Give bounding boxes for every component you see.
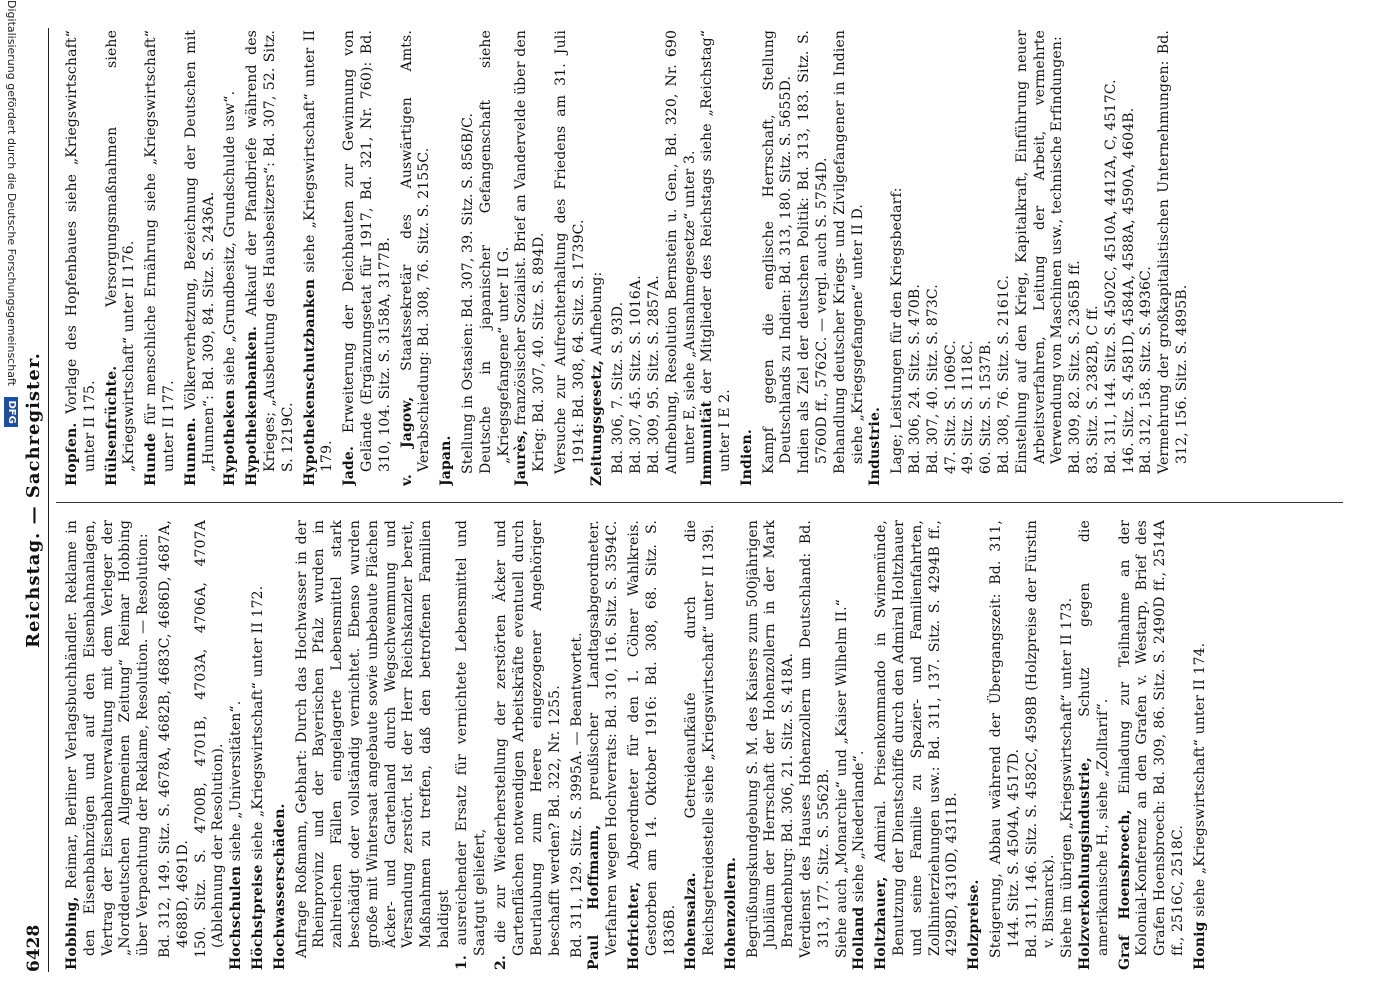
register-entry [723, 520, 741, 970]
page-header [20, 28, 49, 972]
entry-text: siehe „Kriegswirtschaft“ unter II 179. [301, 30, 336, 472]
register-entry [867, 30, 885, 486]
entry-keyword: Jade. [341, 445, 358, 486]
entry-text: Begrüßungskundgebung S. M. des Kaisers zum 500jährigen Jubiläum der Herrschaft der Hohenzollern in der Mark Brandenburg: Bd. 306, 21. Sitz. S. 418A. [744, 520, 797, 958]
entry-keyword: v. Jagow, [398, 396, 415, 486]
entry-text: Reimar, Berliner Verlagsbuchhändler. Reklame in den Eisenbahnzügen und auf den Eisenbahnanlagen, Vertrag der Eisenbahnverwaltung mit dem Verleger der „Norddeutschen Allgemeinen Zeitung“ Reimar Hobbing über Verpachtung der Reklame, Resolution. — Resolution: [64, 520, 152, 956]
entry-keyword: Honig [1191, 921, 1208, 970]
register-entry [244, 30, 297, 486]
register-entry [193, 520, 229, 970]
entry-text: Aufhebung, Resolution Bernstein u. Gen., Bd. 320, Nr. 690 unter E, siehe „Ausnahmegesetze“ unter 3. [663, 30, 698, 474]
entry-text: Einstellung auf den Krieg, Kapitalkraft, Einführung neuer Arbeitsverfahren, Leitung der Arbeit, vermehrte Verwendung von Maschinen usw., technische Erfindungen: [1013, 30, 1066, 474]
entry-keyword: Hofrichter, [625, 881, 642, 970]
entry-text: 150. Sitz. S. 4700B, 4701B, 4703A, 4706A, 4707A (Ablehnung der Resolution). [192, 520, 227, 958]
entry-keyword: 2. [493, 955, 510, 970]
entry-keyword: 1. [453, 955, 470, 970]
entry-keyword: Zeitungsgesetz, [588, 360, 605, 486]
register-entry [143, 30, 179, 486]
digitization-credit [0, 0, 22, 1000]
entry-keyword: Graf Hoensbroech, [1116, 809, 1133, 970]
register-entry [832, 30, 868, 486]
register-entry [1014, 30, 1067, 486]
entry-keyword: Japan. [438, 435, 455, 486]
entry-text: Getreideaufkäufe durch die Reichsgetreidestelle siehe „Kriegswirtschaft“ unter II 139i. [683, 520, 718, 956]
entry-text: Bd. 307, 40. Sitz. S. 873C. [924, 284, 941, 474]
register-entry [1138, 30, 1156, 486]
register-entry [294, 520, 454, 970]
entry-text: Bd. 309, 82. Sitz. S. 2365B ff. [1067, 260, 1084, 474]
entry-text: Bd. 311, 129. Sitz. S. 3995A. — Beantwortet. [568, 632, 585, 958]
entry-text: Anfrage Roßmann, Gebhart: Durch das Hochwasser in der Rheinprovinz und der Bayerischen Pfalz wurden in zahlreichen Fällen eingelagerte Lebensmittel stark beschädigt oder vollständig vernichtet. Ebenso wurden große mit Wintersaat angebaute sowie unbebaute Flächen Äcker- und Gartenland durch Wegschwemmung und Versandung zerstört. Ist der Herr Reichskanzler bereit, Maßnahmen zu treffen, daß den betroffenen Familien baldigst [293, 520, 452, 958]
entry-text: Vermehrung der großkapitalistischen Unternehmungen: Bd. 312, 156. Sitz. S. 4895B. [1156, 30, 1191, 474]
entry-text: der Mitglieder des Reichstags siehe „Reichstag“ unter I E 2. [699, 30, 734, 472]
register-entry [978, 30, 996, 486]
entry-text: Bd. 306, 7. Sitz. S. 93D. [610, 301, 627, 474]
register-entry [1117, 520, 1188, 970]
register-entry [222, 30, 240, 486]
register-entry [250, 520, 268, 970]
entry-keyword: Holland [851, 906, 868, 970]
entry-keyword: Hypothekenbanken. [244, 325, 261, 486]
entry-keyword: Hopfen. [64, 422, 80, 486]
entry-text: siehe „Kriegswirtschaft“ unter II 172. [249, 585, 266, 860]
entry-text: preußischer Landtagsabgeordneter. Verfahren wegen Hochverrats: Bd. 310, 116. Sitz. S. 3594C. [586, 520, 621, 956]
entry-text: 60. Sitz. S. 1537B. [978, 340, 995, 474]
entry-text: 83. Sitz. S. 2382B, C ff. [1085, 305, 1102, 474]
register-entry [664, 30, 700, 486]
register-entry [988, 520, 1024, 970]
entry-text: Völkerverhetzung, Bezeichnung der Deutschen mit „Hunnen“: Bd. 309, 84. Sitz. S. 2436A. [182, 30, 217, 472]
register-entry [610, 30, 628, 486]
page-number: 6428 [24, 924, 44, 972]
entry-text: 49. Sitz. S. 1118C. [960, 340, 977, 474]
dfg-logo: DFG [4, 397, 18, 426]
entry-text: Behandlung deutscher Kriegs- und Zivilgefangener in Indien siehe „Kriegsgefangene“ unter II D. [831, 30, 866, 474]
entry-text: ausreichender Ersatz für vernichtete Lebensmittel und Saatgut geliefert, [453, 520, 488, 956]
register-entry [960, 30, 978, 486]
entry-text: Verdienst des Hauses Hohenzollern um Deutschland: Bd. 313, 177. Sitz. S. 5562B. [798, 520, 832, 958]
entry-keyword: Hypotheken [222, 389, 239, 486]
entry-text: Indien als Ziel der deutschen Politik: Bd. 313, 183. Sitz. S. 5760D ff., 5762C. — vergl. auch S. 5754D. [796, 30, 831, 474]
entry-text: 146. Sitz. S. 4581D, 4584A, 4588A, 4590A, 4604B. [1120, 107, 1137, 474]
register-entry [1121, 30, 1139, 486]
register-entry [513, 30, 549, 486]
register-entry [699, 30, 735, 486]
register-entry [272, 520, 290, 970]
entry-text: Stellung in Ostasien: Bd. 307, 39. Sitz. S. 856B/C. [459, 112, 476, 474]
entry-text: Einladung zur Teilnahme an der Kolonial-Konferenz an den Grafen v. Westarp, Brief des Grafen Hoensbroech: Bd. 309, 86. Sitz. S. 2490D ff., 2514A ff., 2516C, 2518C. [1116, 520, 1187, 956]
entry-text: Bd. 308, 76. Sitz. S. 2161C. [996, 275, 1013, 474]
entry-text: Siehe im übrigen „Kriegswirtschaft“ unter II 173. [1059, 597, 1076, 958]
entry-keyword: Hochwasserschäden. [271, 803, 288, 970]
register-entry [996, 30, 1014, 486]
entry-keyword: Hohensalza. [683, 872, 700, 970]
entry-text: Ankauf der Pfandbriefe während des Krieges; „Ausbeutung des Hausbesitzers“: Bd. 307, 52. Sitz. S. 1219C. [244, 30, 296, 472]
register-entry [925, 30, 943, 486]
register-entry [399, 30, 435, 486]
register-entry [851, 520, 869, 970]
entry-text: siehe „Universitäten“. [228, 700, 245, 862]
register-entry [1024, 520, 1060, 970]
entry-keyword: Immunität [699, 400, 716, 486]
register-entry [586, 520, 622, 970]
entry-text: siehe „Grundbesitz, Grundschulde usw“. [222, 90, 239, 386]
register-entry [1059, 520, 1077, 970]
register-entry [1103, 30, 1121, 486]
entry-keyword: Hypothekenschutzbanken [301, 278, 318, 486]
register-entry [834, 520, 852, 970]
entry-text: Siehe auch „Monarchie“ und „Kaiser Wilhelm II.“ [833, 599, 850, 958]
register-entry [183, 30, 219, 486]
register-entry [302, 30, 338, 486]
register-entry [460, 30, 478, 486]
register-entry [745, 520, 798, 970]
entry-keyword: Indien. [738, 429, 755, 486]
entry-text: Schutz gegen die amerikanische H., siehe „Zolltarif“. [1077, 520, 1111, 956]
entry-keyword: Hülsenfrüchte. [103, 365, 120, 486]
entry-text: Vorlage des Hopfenbaues siehe „Kriegswirtschaft“ unter II 175. [64, 30, 98, 472]
register-entry [64, 30, 100, 486]
register-entry [873, 520, 962, 970]
register-entry [1077, 520, 1113, 970]
register-entry [626, 520, 679, 970]
column-divider [56, 502, 1343, 503]
entry-text: siehe „Niederlande“. [851, 750, 868, 903]
register-entry [966, 520, 984, 970]
entry-keyword: Höchstpreise [249, 864, 266, 970]
entry-text: Bd. 312, 149. Sitz. S. 4678A, 4682B, 4683C, 4686D, 4687A, 4688D, 4691D. [156, 520, 191, 958]
entry-text: 47. Sitz. S. 1069C. [942, 340, 959, 474]
register-entry [454, 520, 490, 970]
entry-text: Kampf gegen die englische Herrschaft, Stellung Deutschlands zu Indien: Bd. 313, 180. Sitz. S. 5655D. [760, 30, 795, 474]
entry-keyword: Holzpreise. [966, 879, 983, 970]
entry-keyword: Hunnen. [182, 417, 199, 486]
entry-keyword: Hunde [143, 432, 160, 486]
entry-text: Erweiterung der Deichbauten zur Gewinnung von Gelände (Ergänzungsetat für 1917, Bd. 321, Nr. 760): Bd. 310, 104. Sitz. S. 3158A, 3177B. [341, 30, 393, 472]
entry-text: Bd. 306, 24. Sitz. S. 470B. [907, 284, 924, 474]
register-entry [157, 520, 193, 970]
entry-keyword: Holzverkohlungsindustrie, [1077, 757, 1094, 970]
entry-text: siehe „Kriegswirtschaft“ unter II 174. [1191, 642, 1208, 917]
entry-text: Bd. 312, 158. Sitz. S. 4936C. [1138, 266, 1155, 474]
left-column [64, 520, 1353, 970]
entry-keyword: Hobbing, [64, 896, 80, 970]
register-entry [104, 30, 140, 486]
register-entry [438, 30, 456, 486]
entry-text: Steigerung, Abbau während der Übergangszeit: Bd. 311, 144. Sitz. S. 4504A, 4517D. [988, 520, 1022, 958]
entry-keyword: Hochschulen [228, 865, 245, 970]
register-entry [589, 30, 607, 486]
register-entry [1192, 520, 1210, 970]
entry-text: Bd. 307, 45. Sitz. S. 1016A. [628, 275, 645, 474]
running-title: Reichstag. — Sachregister. [23, 352, 44, 648]
right-column [64, 30, 1353, 486]
entry-keyword: Holtzhauer, [873, 876, 890, 970]
entry-keyword: Paul Hoffmann, [586, 824, 603, 970]
register-entry [739, 30, 757, 486]
register-entry [1156, 30, 1192, 486]
register-entry [796, 30, 832, 486]
entry-text: Versuche zur Aufrechterhaltung des Friedens am 31. Juli 1914: Bd. 308, 64. Sitz. S. 1739C. [552, 30, 587, 474]
register-entry [553, 30, 589, 486]
register-entry [1067, 30, 1085, 486]
register-entry [493, 520, 564, 970]
entry-text: für menschliche Ernährung siehe „Kriegswirtschaft“ unter II 177. [143, 30, 177, 472]
register-entry [907, 30, 925, 486]
entry-keyword: Jaurès, [513, 430, 530, 486]
entry-text: Versorgungsmaßnahmen siehe „Kriegswirtschaft“ unter II 176. [103, 30, 138, 472]
entry-text: Aufhebung: [588, 271, 605, 356]
register-entry [889, 30, 907, 486]
entry-text: die zur Wiederherstellung der zerstörten Äcker und Gartenflächen notwendigen Arbeitskräfte eventuell durch Beurlaubung zum Heere eingezogener Angehöriger beschafft werden? Bd. 322, Nr. 1255. [493, 520, 563, 956]
register-entry [761, 30, 797, 486]
entry-keyword: Industrie. [867, 406, 884, 486]
register-entry [569, 520, 587, 970]
register-entry [478, 30, 514, 486]
register-entry [943, 30, 961, 486]
register-entry [798, 520, 834, 970]
credit-text: Digitalisierung gefördert durch die Deutsche Forschungsgemeinschaft [5, 0, 18, 386]
register-entry [1085, 30, 1103, 486]
entry-text: französischer Sozialist. Brief an Vandervelde über den Krieg: Bd. 307, 40. Sitz. S. 894D. [513, 30, 548, 472]
register-entry [646, 30, 664, 486]
entry-text: Abgeordneter für den 1. Cölner Wahlkreis. Gestorben am 14. Oktober 1916: Bd. 308, 68. Sitz. S. 1836B. [625, 520, 678, 956]
entry-text: Staatssekretär des Auswärtigen Amts. Verabschiedung: Bd. 308, 76. Sitz. S. 2155C. [398, 30, 433, 472]
entry-text: Admiral. Prisenkommando in Swinemünde, Benutzung der Dienstschiffe durch den Admiral Holtzhauer und seine Familie zu Spazier- und Familienfahrten, Zollhinterziehungen usw.: Bd. 311, 137. Sitz. S. 4294B ff., 4298D, 4310D, 4311B. [873, 520, 961, 956]
register-entry [64, 520, 153, 970]
register-entry [228, 520, 246, 970]
entry-text: Bd. 311, 146. Sitz. S. 4582C, 4598B (Holzpreise der Fürstin v. Bismarck). [1023, 520, 1058, 958]
register-entry [628, 30, 646, 486]
entry-text: Bd. 309, 95. Sitz. S. 2857A. [645, 275, 662, 474]
entry-text: Bd. 311, 144. Sitz. S. 4502C, 4510A, 4412A, C, 4517C. [1102, 79, 1119, 474]
entry-keyword: Hohenzollern. [722, 856, 739, 970]
register-entry [683, 520, 719, 970]
entry-text: Lage; Leistungen für den Kriegsbedarf: [889, 187, 906, 474]
register-entry [341, 30, 394, 486]
entry-text: Deutsche in japanischer Gefangenschaft siehe „Kriegsgefangene“ unter II G. [477, 30, 512, 474]
